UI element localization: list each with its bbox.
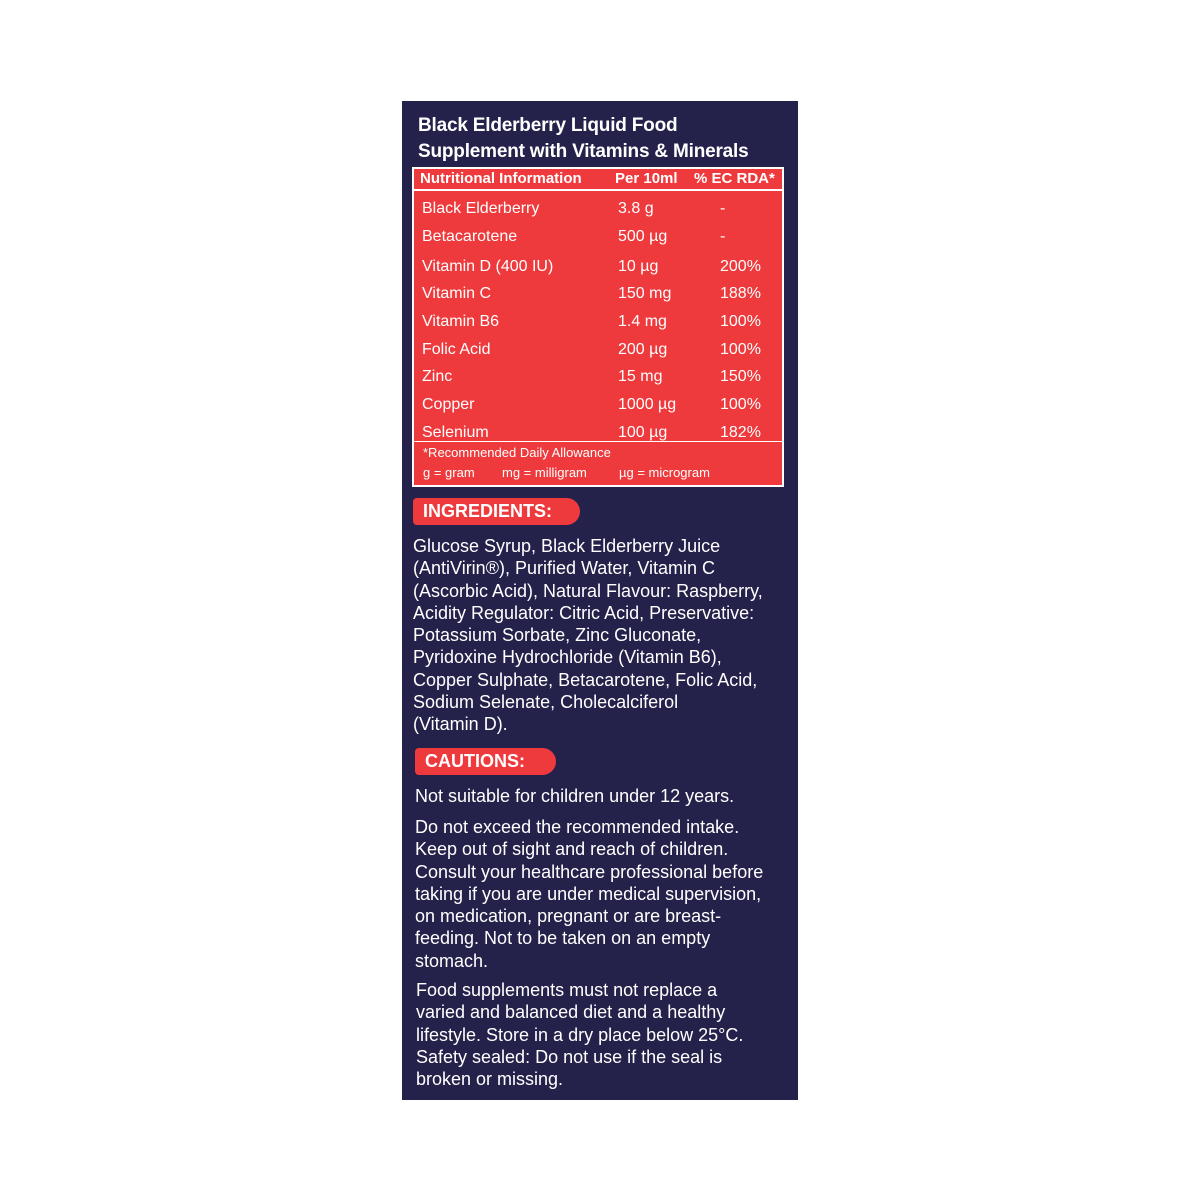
caution-line: Do not exceed the recommended intake. (415, 817, 740, 837)
nutrient-name: Zinc (422, 368, 453, 385)
cautions-heading: CAUTIONS: (415, 748, 556, 775)
table-row (414, 195, 782, 223)
nutrient-name: Betacarotene (422, 228, 518, 245)
table-row (414, 280, 782, 308)
table-row (414, 363, 782, 391)
unit-microgram: µg = microgram (619, 465, 710, 480)
nutrient-name: Copper (422, 396, 475, 413)
ingredients-line: (AntiVirin®), Purified Water, Vitamin C (413, 558, 716, 579)
nutrient-rda: - (720, 200, 726, 217)
nutrient-rda: 182% (720, 424, 761, 441)
header-ec-rda: % EC RDA* (694, 170, 775, 187)
ingredients-line: Sodium Selenate, Cholecalciferol (413, 692, 679, 713)
table-row (414, 223, 782, 251)
ingredients-line: Acidity Regulator: Citric Acid, Preservative: (413, 602, 755, 623)
table-row (414, 391, 782, 419)
table-row (414, 336, 782, 364)
nutrient-amount: 150 mg (618, 285, 672, 302)
nutrient-amount: 200 µg (618, 341, 668, 358)
nutrient-rda: 150% (720, 368, 761, 385)
caution-line: Safety sealed: Do not use if the seal is (416, 1046, 723, 1067)
nutrient-name: Vitamin C (422, 285, 492, 302)
caution-line: feeding. Not to be taken on an empty (415, 928, 711, 949)
nutrient-name: Vitamin D (400 IU) (422, 258, 554, 275)
table-row (414, 253, 782, 281)
caution-line: Food supplements must not replace a (416, 980, 718, 1000)
nutrient-rda: 100% (720, 341, 761, 358)
ingredients-heading: INGREDIENTS: (413, 498, 580, 525)
nutrient-amount: 15 mg (618, 368, 663, 385)
ingredients-line: Potassium Sorbate, Zinc Gluconate, (413, 625, 702, 646)
nutrition-rows (414, 195, 782, 455)
ingredients-line: (Vitamin D). (413, 714, 508, 735)
nutrient-rda: 188% (720, 285, 761, 302)
nutrient-name: Folic Acid (422, 341, 491, 358)
caution-line: lifestyle. Store in a dry place below 25°C. (416, 1024, 744, 1045)
ingredients-line: Copper Sulphate, Betacarotene, Folic Acid, (413, 669, 758, 690)
unit-gram: g = gram (423, 465, 475, 480)
nutrient-amount: 1000 µg (618, 396, 677, 413)
nutrition-table (412, 167, 784, 487)
product-label-panel (402, 101, 798, 1100)
caution-line: on medication, pregnant or are breast- (415, 906, 722, 927)
title-line: Black Elderberry Liquid Food (418, 115, 678, 136)
unit-milligram: mg = milligram (502, 465, 587, 480)
table-row (414, 308, 782, 336)
caution-paragraph-age (415, 785, 795, 807)
caution-line: varied and balanced diet and a healthy (416, 1002, 726, 1023)
ingredients-text (413, 535, 793, 736)
nutrition-footnote (414, 441, 782, 487)
caution-line: Keep out of sight and reach of children. (415, 839, 729, 860)
nutrient-amount: 10 µg (618, 258, 659, 275)
nutrient-amount: 500 µg (618, 228, 668, 245)
caution-line: taking if you are under medical supervision, (415, 883, 762, 904)
caution-line: Consult your healthcare professional before (415, 861, 764, 882)
nutrient-rda: - (720, 228, 726, 245)
product-title (418, 113, 788, 165)
nutrient-name: Black Elderberry (422, 200, 540, 217)
caution-line: stomach. (415, 950, 489, 971)
ingredients-line: (Ascorbic Acid), Natural Flavour: Raspberry, (413, 580, 763, 601)
caution-paragraph-intake (415, 816, 795, 972)
title-line: Supplement with Vitamins & Minerals (418, 141, 749, 162)
caution-line: Not suitable for children under 12 years. (415, 786, 735, 806)
nutrient-name: Selenium (422, 424, 489, 441)
nutrient-name: Vitamin B6 (422, 313, 500, 330)
nutrition-header-row (414, 169, 782, 191)
nutrient-amount: 1.4 mg (618, 313, 667, 330)
header-per-10ml: Per 10ml (615, 170, 678, 187)
ingredients-line: Glucose Syrup, Black Elderberry Juice (413, 536, 721, 556)
nutrient-rda: 100% (720, 313, 761, 330)
caution-paragraph-storage (416, 979, 796, 1090)
nutrient-amount: 100 µg (618, 424, 668, 441)
nutrient-amount: 3.8 g (618, 200, 654, 217)
header-nutritional-information: Nutritional Information (420, 170, 582, 187)
rda-footnote: *Recommended Daily Allowance (423, 445, 611, 460)
nutrient-rda: 100% (720, 396, 761, 413)
caution-line: broken or missing. (416, 1069, 564, 1090)
ingredients-line: Pyridoxine Hydrochloride (Vitamin B6), (413, 647, 722, 668)
nutrient-rda: 200% (720, 258, 761, 275)
